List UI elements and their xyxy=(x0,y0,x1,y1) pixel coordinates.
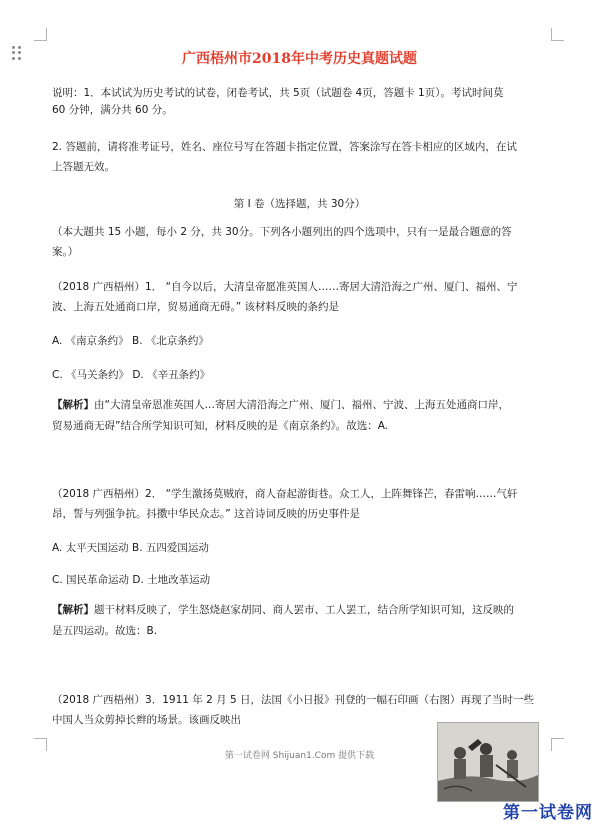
analysis-text: 题干材料反映了，学生怒烧赵家胡同、商人罢市、工人罢工，结合所学知识可知，这反映的 xyxy=(94,604,514,616)
margin-corner-marker xyxy=(551,28,564,41)
analysis-label: 【解析】 xyxy=(52,604,94,616)
instruction-line: 2. 答题前，请将准考证号，姓名、座位号写在答题卡指定位置，答案涂写在答卡相应的区域内，在试 xyxy=(52,141,517,153)
question-1-stem: 波、上海五处通商口岸，贸易通商无碍。” 该材料反映的条约是 xyxy=(52,301,340,313)
section-intro-line: 案。） xyxy=(52,246,79,258)
site-watermark-logo: 第一试卷网 xyxy=(503,803,593,823)
page-footer: 第一试卷网 Shijuan1.Com 提供下载 xyxy=(224,751,375,761)
question-2-stem: 昂，誓与列强争抗。抖擞中华民众志。” 这首诗词反映的历史事件是 xyxy=(52,508,361,520)
question-1-options: A. 《南京条约》 B. 《北京条约》 xyxy=(52,335,209,347)
question-1-analysis: 贸易通商无碍”结合所学知识可知，材料反映的是《南京条约》。故选：A. xyxy=(52,420,389,432)
lithograph-image xyxy=(437,722,539,802)
question-2-options: C. 国民革命运动 D. 土地改革运动 xyxy=(52,574,211,586)
analysis-label: 【解析】 xyxy=(52,399,94,411)
document-title: 广西梧州市2018年中考历史真题试题 xyxy=(182,51,417,67)
question-3-stem: （2018 广西梧州）3．1911 年 2 月 5 日，法国《小日报》刊登的一幅石印画（右图）再现了当时一些 xyxy=(52,694,535,706)
instruction-line: 说明：1．本试试为历史考试的试卷，闭卷考试，共 5页（试题卷 4页，答题卡 1页）。考试时间莫 xyxy=(52,87,504,99)
section-title: 第 I 卷（选择题，共 30分） xyxy=(233,198,366,210)
analysis-text: 由“大清皇帝恩准英国人…寄居大清沿海之广州、厦门、福州、宁波、上海五处通商口岸， xyxy=(94,399,509,411)
question-2-analysis xyxy=(52,603,552,617)
question-2-analysis: 是五四运动。故选：B. xyxy=(52,625,158,637)
question-1-analysis xyxy=(52,398,552,412)
instruction-line: 上答题无效。 xyxy=(52,161,115,173)
section-intro-line: （本大题共 15 小题，每小 2 分，共 30分。下列各小题列出的四个选项中，只有一是最合题意的答 xyxy=(52,226,512,238)
question-3-stem: 中国人当众剪掉长辫的场景。该画反映出 xyxy=(52,714,241,726)
margin-corner-marker xyxy=(34,28,47,41)
instruction-line: 60 分钟，满分共 60 分。 xyxy=(52,104,173,116)
question-1-stem: （2018 广西梧州）1． “自今以后，大清皇帝愿准英国人……寄居大清沿海之广州、厦门、福州、宁 xyxy=(52,281,518,293)
question-1-options: C. 《马关条约》 D. 《辛丑条约》 xyxy=(52,369,211,381)
question-2-stem: （2018 广西梧州）2． “学生激扬莫贼府，商人奋起游街巷。众工人，上阵舞锋芒，春雷响……气轩 xyxy=(52,488,518,500)
question-2-options: A. 太平天国运动 B. 五四爱国运动 xyxy=(52,542,209,554)
